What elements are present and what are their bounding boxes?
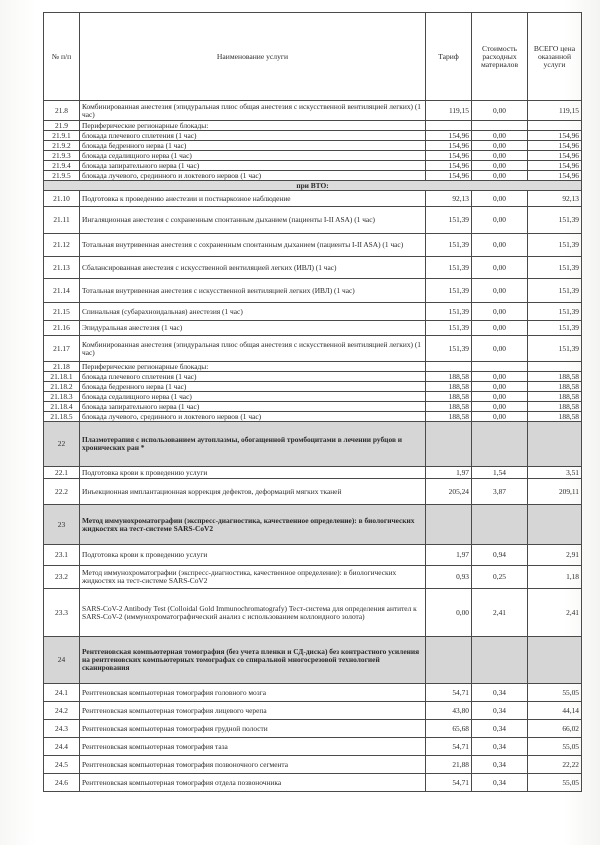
row-tariff: 1,97 xyxy=(426,545,472,566)
row-num: 22.2 xyxy=(44,479,80,505)
row-materials xyxy=(472,422,528,467)
row-tariff: 154,96 xyxy=(426,141,472,151)
table-row xyxy=(44,362,582,372)
row-tariff: 151,39 xyxy=(426,279,472,303)
row-materials: 0,00 xyxy=(472,257,528,279)
row-materials: 0,34 xyxy=(472,756,528,774)
row-tariff: 154,96 xyxy=(426,171,472,181)
row-name: Периферические регионарные блокады: xyxy=(80,362,426,372)
row-total: 188,58 xyxy=(528,372,582,382)
row-name: Рентгеновская компьютерная томография отдела позвоночника xyxy=(80,774,426,792)
row-total: 188,58 xyxy=(528,412,582,422)
table-row xyxy=(44,161,582,171)
table-row xyxy=(44,545,582,566)
table-row xyxy=(44,589,582,637)
table-row xyxy=(44,382,582,392)
row-name: блокада седалищного нерва (1 час) xyxy=(80,151,426,161)
row-name: блокада бедренного нерва (1 час) xyxy=(80,382,426,392)
row-num: 21.14 xyxy=(44,279,80,303)
row-total xyxy=(528,637,582,684)
row-name: Подготовка крови к проведению услуги xyxy=(80,467,426,479)
row-num: 22.1 xyxy=(44,467,80,479)
table-row xyxy=(44,321,582,336)
row-total: 154,96 xyxy=(528,131,582,141)
row-num: 21.9 xyxy=(44,121,80,131)
row-total: 151,39 xyxy=(528,279,582,303)
row-materials: 0,00 xyxy=(472,171,528,181)
row-num: 21.18 xyxy=(44,362,80,372)
header-tariff: Тариф xyxy=(426,13,472,101)
row-num: 21.12 xyxy=(44,234,80,257)
row-total: 92,13 xyxy=(528,191,582,207)
row-tariff: 151,39 xyxy=(426,207,472,234)
row-total: 3,51 xyxy=(528,467,582,479)
row-tariff: 154,96 xyxy=(426,151,472,161)
row-num: 21.9.3 xyxy=(44,151,80,161)
row-tariff: 54,71 xyxy=(426,738,472,756)
row-total: 1,18 xyxy=(528,566,582,589)
section-row xyxy=(44,637,582,684)
row-name: Спинальная (субарахноидальная) анестезия (1 час) xyxy=(80,303,426,321)
row-num: 24.2 xyxy=(44,702,80,720)
table-row xyxy=(44,141,582,151)
row-total: 209,11 xyxy=(528,479,582,505)
row-materials: 0,00 xyxy=(472,101,528,121)
table-row xyxy=(44,702,582,720)
row-name: Инъекционная имплантационная коррекция дефектов, деформаций мягких тканей xyxy=(80,479,426,505)
row-materials: 0,00 xyxy=(472,402,528,412)
table-row xyxy=(44,191,582,207)
row-materials: 0,34 xyxy=(472,774,528,792)
row-name: блокада запирательного нерва (1 час) xyxy=(80,402,426,412)
row-total xyxy=(528,505,582,545)
row-total: 44,14 xyxy=(528,702,582,720)
row-materials: 0,00 xyxy=(472,412,528,422)
row-tariff: 92,13 xyxy=(426,191,472,207)
table-row xyxy=(44,101,582,121)
row-num: 22 xyxy=(44,422,80,467)
table-row xyxy=(44,257,582,279)
row-total: 22,22 xyxy=(528,756,582,774)
header-materials: Стоимость расходных материалов xyxy=(472,13,528,101)
row-name: Тотальная внутривенная анестезия с искусственной вентиляцией легких (ИВЛ) (1 час) xyxy=(80,279,426,303)
row-tariff: 151,39 xyxy=(426,257,472,279)
row-tariff: 0,93 xyxy=(426,566,472,589)
row-total: 151,39 xyxy=(528,303,582,321)
table-row xyxy=(44,234,582,257)
table-row xyxy=(44,207,582,234)
row-tariff: 188,58 xyxy=(426,372,472,382)
row-tariff: 188,58 xyxy=(426,382,472,392)
row-materials: 0,00 xyxy=(472,279,528,303)
row-num: 23.3 xyxy=(44,589,80,637)
row-tariff xyxy=(426,362,472,372)
row-tariff: 151,39 xyxy=(426,336,472,362)
row-tariff xyxy=(426,505,472,545)
table-row xyxy=(44,479,582,505)
table-row xyxy=(44,372,582,382)
row-materials: 0,34 xyxy=(472,738,528,756)
row-total: 55,05 xyxy=(528,738,582,756)
row-num: 21.16 xyxy=(44,321,80,336)
row-name: SARS-CoV-2 Antibody Test (Colloidal Gold Immunochromatografy) Тест-система для определения антител к SARS-CoV-2 (иммунохроматографический анализ с использованием коллоидного золота) xyxy=(80,589,426,637)
row-materials: 2,41 xyxy=(472,589,528,637)
row-tariff: 119,15 xyxy=(426,101,472,121)
row-tariff: 151,39 xyxy=(426,303,472,321)
row-num: 21.10 xyxy=(44,191,80,207)
row-num: 21.15 xyxy=(44,303,80,321)
row-num: 21.18.5 xyxy=(44,412,80,422)
table-row xyxy=(44,279,582,303)
table-row xyxy=(44,336,582,362)
row-materials: 0,00 xyxy=(472,161,528,171)
row-name: Метод иммунохроматографии (экспресс-диагностика, качественное определение): в биологических жидкостях на тест-системе SARS-CoV2 xyxy=(80,566,426,589)
row-tariff: 65,68 xyxy=(426,720,472,738)
row-num: 24.1 xyxy=(44,684,80,702)
row-total: 154,96 xyxy=(528,141,582,151)
table-header-row xyxy=(44,13,582,101)
row-total: 151,39 xyxy=(528,321,582,336)
row-tariff: 43,80 xyxy=(426,702,472,720)
header-name: Наименование услуги xyxy=(80,13,426,101)
row-name: Тотальная внутривенная анестезия с сохраненным спонтанным дыханием (пациенты I-II ASA) (1 час) xyxy=(80,234,426,257)
row-total xyxy=(528,121,582,131)
row-materials: 0,34 xyxy=(472,702,528,720)
row-materials: 0,00 xyxy=(472,131,528,141)
row-total: 66,02 xyxy=(528,720,582,738)
row-tariff: 188,58 xyxy=(426,392,472,402)
row-total: 151,39 xyxy=(528,234,582,257)
row-total: 188,58 xyxy=(528,392,582,402)
table-row xyxy=(44,412,582,422)
row-num: 24.4 xyxy=(44,738,80,756)
row-num: 21.9.5 xyxy=(44,171,80,181)
row-materials xyxy=(472,362,528,372)
row-name: Комбинированная анестезия (эпидуральная плюс общая анестезия с искусственной вентиляцией легких) (1 час) xyxy=(80,101,426,121)
row-name: Комбинированная анестезия (эпидуральная плюс общая анестезия с искусственной вентиляцией легких) (1 час) xyxy=(80,336,426,362)
row-materials: 3,87 xyxy=(472,479,528,505)
row-tariff xyxy=(426,637,472,684)
row-tariff: 0,00 xyxy=(426,589,472,637)
row-name: Периферические регионарные блокады: xyxy=(80,121,426,131)
row-total: 119,15 xyxy=(528,101,582,121)
row-name: Ингаляционная анестезия с сохраненным спонтанным дыханием (пациенты I-II ASA) (1 час) xyxy=(80,207,426,234)
row-name: блокада седалищного нерва (1 час) xyxy=(80,392,426,402)
row-tariff: 1,97 xyxy=(426,467,472,479)
row-name: Подготовка к проведению анестезии и постнаркозное наблюдение xyxy=(80,191,426,207)
row-total: 154,96 xyxy=(528,171,582,181)
row-total: 151,39 xyxy=(528,257,582,279)
row-name: Рентгеновская компьютерная томография грудной полости xyxy=(80,720,426,738)
row-num: 21.11 xyxy=(44,207,80,234)
row-name: блокада лучевого, срединного и локтевого нервов (1 час) xyxy=(80,412,426,422)
table-row xyxy=(44,303,582,321)
row-num: 21.18.4 xyxy=(44,402,80,412)
row-name: Рентгеновская компьютерная томография таза xyxy=(80,738,426,756)
table-row xyxy=(44,121,582,131)
row-num: 23.1 xyxy=(44,545,80,566)
row-materials: 0,00 xyxy=(472,382,528,392)
table-subheading-row xyxy=(44,181,582,191)
row-num: 23 xyxy=(44,505,80,545)
row-materials: 0,94 xyxy=(472,545,528,566)
row-tariff: 54,71 xyxy=(426,684,472,702)
row-total: 55,05 xyxy=(528,774,582,792)
row-materials xyxy=(472,121,528,131)
header-num: № п/п xyxy=(44,13,80,101)
table-row xyxy=(44,774,582,792)
row-name: Подготовка крови к проведению услуги xyxy=(80,545,426,566)
row-total xyxy=(528,422,582,467)
row-name: блокада плечевого сплетения (1 час) xyxy=(80,131,426,141)
row-name: блокада лучевого, срединного и локтевого нервов (1 час) xyxy=(80,171,426,181)
row-name: Сбалансированная анестезия с искусственной вентиляцией легких (ИВЛ) (1 час) xyxy=(80,257,426,279)
table-row xyxy=(44,151,582,161)
row-materials: 0,00 xyxy=(472,336,528,362)
row-num: 24.6 xyxy=(44,774,80,792)
row-num: 21.18.2 xyxy=(44,382,80,392)
table-row xyxy=(44,738,582,756)
row-tariff: 154,96 xyxy=(426,161,472,171)
row-num: 21.9.1 xyxy=(44,131,80,141)
row-num: 21.13 xyxy=(44,257,80,279)
section-row xyxy=(44,422,582,467)
table-row xyxy=(44,392,582,402)
row-num: 23.2 xyxy=(44,566,80,589)
row-materials: 0,25 xyxy=(472,566,528,589)
row-materials: 0,34 xyxy=(472,684,528,702)
row-num: 24.3 xyxy=(44,720,80,738)
row-tariff: 21,88 xyxy=(426,756,472,774)
row-tariff: 188,58 xyxy=(426,402,472,412)
row-materials: 0,00 xyxy=(472,392,528,402)
price-table xyxy=(43,12,582,792)
row-name: Рентгеновская компьютерная томография головного мозга xyxy=(80,684,426,702)
row-num: 24 xyxy=(44,637,80,684)
table-row xyxy=(44,171,582,181)
row-materials: 0,00 xyxy=(472,372,528,382)
table-row xyxy=(44,467,582,479)
row-materials: 0,00 xyxy=(472,234,528,257)
row-name: блокада бедренного нерва (1 час) xyxy=(80,141,426,151)
row-tariff: 151,39 xyxy=(426,234,472,257)
section-row xyxy=(44,505,582,545)
row-num: 21.9.2 xyxy=(44,141,80,151)
row-name: Эпидуральная анестезия (1 час) xyxy=(80,321,426,336)
row-materials: 0,00 xyxy=(472,191,528,207)
row-name: Рентгеновская компьютерная томография лицевого черепа xyxy=(80,702,426,720)
row-name: блокада плечевого сплетения (1 час) xyxy=(80,372,426,382)
row-num: 21.18.1 xyxy=(44,372,80,382)
row-materials: 0,34 xyxy=(472,720,528,738)
row-name: Метод иммунохроматографии (экспресс-диагностика, качественное определение): в биологических жидкостях на тест-системе SARS-CoV2 xyxy=(80,505,426,545)
row-tariff xyxy=(426,422,472,467)
row-total: 2,41 xyxy=(528,589,582,637)
row-total: 154,96 xyxy=(528,161,582,171)
row-name: Рентгеновская компьютерная томография позвоночного сегмента xyxy=(80,756,426,774)
row-num: 21.9.4 xyxy=(44,161,80,171)
row-total: 55,05 xyxy=(528,684,582,702)
row-materials: 0,00 xyxy=(472,303,528,321)
row-tariff: 205,24 xyxy=(426,479,472,505)
row-tariff: 188,58 xyxy=(426,412,472,422)
row-materials: 0,00 xyxy=(472,207,528,234)
row-tariff: 154,96 xyxy=(426,131,472,141)
row-tariff: 151,39 xyxy=(426,321,472,336)
table-row xyxy=(44,402,582,412)
row-name: Плазмотерапия с использованием аутоплазмы, обогащенной тромбоцитами в лечении рубцов и хронических ран * xyxy=(80,422,426,467)
row-num: 24.5 xyxy=(44,756,80,774)
table-row xyxy=(44,756,582,774)
subheading-vto: при ВТО: xyxy=(44,181,582,191)
row-num: 21.18.3 xyxy=(44,392,80,402)
row-total: 188,58 xyxy=(528,402,582,412)
table-row xyxy=(44,566,582,589)
row-tariff xyxy=(426,121,472,131)
row-total: 2,91 xyxy=(528,545,582,566)
row-total xyxy=(528,362,582,372)
row-total: 188,58 xyxy=(528,382,582,392)
row-materials xyxy=(472,505,528,545)
row-num: 21.17 xyxy=(44,336,80,362)
table-row xyxy=(44,720,582,738)
table-row xyxy=(44,131,582,141)
row-name: блокада запирательного нерва (1 час) xyxy=(80,161,426,171)
row-total: 151,39 xyxy=(528,336,582,362)
row-materials: 0,00 xyxy=(472,321,528,336)
row-total: 151,39 xyxy=(528,207,582,234)
row-materials: 0,00 xyxy=(472,141,528,151)
row-name: Рентгеновская компьютерная томография (без учета пленки и СД-диска) без контрастного усиления на рентгеновских компьютерных томографах со спиральной многосрезовой технологией сканирования xyxy=(80,637,426,684)
row-tariff: 54,71 xyxy=(426,774,472,792)
row-materials: 0,00 xyxy=(472,151,528,161)
header-total: ВСЕГО цена оказанной услуги xyxy=(528,13,582,101)
row-total: 154,96 xyxy=(528,151,582,161)
row-materials xyxy=(472,637,528,684)
row-materials: 1,54 xyxy=(472,467,528,479)
row-num: 21.8 xyxy=(44,101,80,121)
table-row xyxy=(44,684,582,702)
